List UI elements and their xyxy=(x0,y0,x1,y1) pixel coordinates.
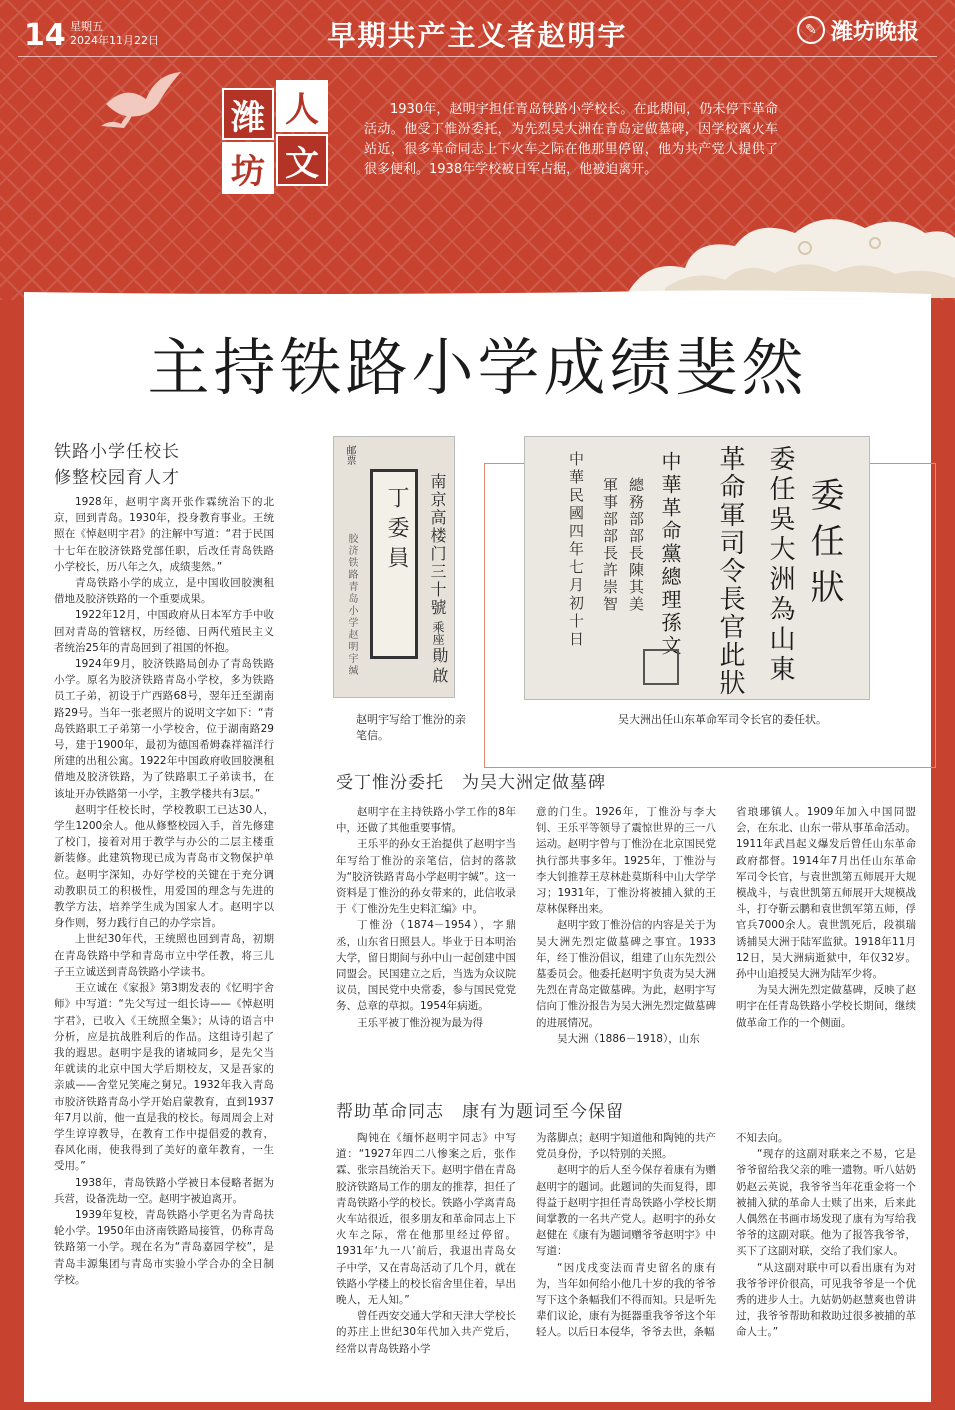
certificate-line: 委任吳大洲為山東 xyxy=(765,445,795,685)
envelope-label xyxy=(370,469,418,659)
column-title: 早期共产主义者赵明宇 xyxy=(327,19,628,52)
section3-column-2 xyxy=(536,1130,716,1341)
frame-left xyxy=(0,300,24,1410)
section3-title: 帮助革命同志 康有为题词至今保留 xyxy=(336,1102,624,1122)
section3-column-3 xyxy=(736,1130,916,1341)
page-number: 14 xyxy=(24,18,66,53)
paragraph: 赵明宇致丁惟汾信的内容是关于为吴大洲先烈定做墓碑之事宜。1933年，经丁惟汾倡议，组建了山东先烈公墓委员会。他委托赵明宇负责为吴大洲先烈在青岛定做墓碑。为此，赵明宇写信向丁惟汾报告为吴大洲先烈定做墓碑的进展情况。 xyxy=(536,919,716,1029)
paragraph: 为落脚点；赵明宇知道他和陶钝的共产党员身份，予以特别的关照。 xyxy=(536,1132,716,1161)
paragraph: 1938年，青岛铁路小学被日本侵略者据为兵营，设备洗劫一空。赵明宇被迫离开。 xyxy=(54,1176,274,1205)
paragraph: 为吴大洲先烈定做墓碑，反映了赵明宇在任青岛铁路小学校长期间，继续做革命工作的一个侧面。 xyxy=(736,984,916,1029)
section1-title-line2: 修整校园育人才 xyxy=(54,468,180,488)
paragraph: 1939年复校，青岛铁路小学更名为青岛扶轮小学。1950年由济南铁路局接管，仍称青岛铁路第一小学。现在名为“青岛嘉园学校”，是青岛丰源集团与青岛市实验小学合办的全日制学校。 xyxy=(54,1208,274,1286)
envelope-sender: 胶济铁路青岛小学赵明宇缄 xyxy=(346,533,357,677)
paragraph: “因戊戌变法而青史留名的康有为，当年如何给小他几十岁的我的爷爷写下这个条幅我们不得而知。只是听先辈们议论，康有为挺器重我爷爷这个年轻人。以后日本侵华，爷爷去世，条幅 xyxy=(536,1261,716,1339)
section-stamp xyxy=(222,80,332,190)
paragraph: 王立诚在《家报》第3期发表的《忆明宇舍师》中写道：“先父写过一组长诗——《悼赵明宇君》，已收入《王统照全集》；从诗的语言中分析，应是抗战胜利后的作品。这组诗引起了我的遐思。赵明宇是我的诸城同乡，是先父当年就读的北京中国大学后期校友，又是吾家的亲戚——舍堂兄笑庵之舅兄。1932年我入青岛市胶济铁路青岛小学开始启蒙教育，直到1937年7月以前，他一直是我的校长。每周周会上对学生谆谆教导，在教育工作中提倡爱的教育，春风化雨，使我得到了美好的童年教育，一生受用。” xyxy=(54,982,274,1173)
paragraph: 青岛铁路小学的成立，是中国收回胶澳租借地及胶济铁路的一个重要成果。 xyxy=(54,577,274,606)
paragraph: 曾任西安交通大学和天津大学校长的苏庄上世纪30年代加入共产党后，经常以青岛铁路小学 xyxy=(336,1310,516,1355)
logo-icon: ✎ xyxy=(797,16,825,44)
section1-body xyxy=(54,494,274,1288)
certificate-heading: 委任狀 xyxy=(804,477,844,615)
paragraph: “现存的这副对联来之不易，它是爷爷留给我父亲的唯一遗物。听八姑奶奶赵云英说，我爷爷当年花重金将一个被捕入狱的革命人士赎了出来，后来此人偶然在书画市场发现了康有为写给我爷爷的这副对联。他为了报答我爷爷，买下了这副对联，交给了我们家人。 xyxy=(736,1148,916,1258)
paragraph: 吴大洲（1886－1918），山东 xyxy=(557,1032,700,1045)
paragraph: “从这副对联中可以看出康有为对我爷爷评价很高，可见我爷爷是一个优秀的进步人士。九姑奶奶赵慧爽也曾讲过，我爷爷帮助和救助过很多被捕的革命人士。” xyxy=(736,1261,916,1339)
section2-title: 受丁惟汾委托 为吴大洲定做墓碑 xyxy=(336,773,606,793)
section3-column-1 xyxy=(336,1130,516,1357)
paragraph: 丁惟汾（1874－1954），字鼎丞，山东省日照县人。毕业于日本明治大学，留日期间与孙中山一起创建中国同盟会。民国建立之后，当选为众议院议员，国民党中央常委，参与国民党党务、总章的草拟。1954年病逝。 xyxy=(336,919,516,1013)
paragraph: 陶钝在《缅怀赵明宇同志》中写道：“1927年四二八惨案之后，张作霖、张宗昌统治天下。赵明宇借在青岛胶济铁路局工作的朋友的推荐，担任了青岛铁路小学的校长。铁路小学离青岛火车站很近，很多朋友和革命同志上下火车之际，常在他那里经过停留。1931年‘九一八’前后，我退出青岛女子中学，又在青岛活动了几个月，就在铁路小学楼上的校长宿舍里住着，早出晚人，无人知。” xyxy=(336,1132,516,1307)
paper-logo xyxy=(797,14,937,46)
paragraph: 省琅琊镇人。1909年加入中国同盟会，在东北、山东一带从事革命活动。1911年武昌起义爆发后曾任山东革命政府都督。1914年7月出任山东革命军司令长官，与袁世凯第五师展开大规模战斗，与袁世凯第五师展开大规模战斗，打夺靳云鹏和袁世凯军第五师，俘官兵7000余人。袁世凯死后，段祺瑞诱捕吴大洲于陆军监狱。1918年11月12日，吴大洲病逝狱中，年仅32岁。孙中山追授吴大洲为陆军少将。 xyxy=(736,806,916,981)
section2-column-3 xyxy=(736,804,916,1031)
weekday: 星期五 xyxy=(70,20,103,33)
paragraph: 1924年9月，胶济铁路局创办了青岛铁路小学。原名为胶济铁路青岛小学校，多为铁路员工子弟，初设于广西路68号，翌年迁至湖南路29号。当年一张老照片的说明文字如下：“青岛铁路职工子弟第一小学校舍，位于湖南路29号，建于1900年，最初为德国希姆森祥福洋行所建的出租公寓。1922年中国政府收回胶澳租借地及胶济铁路，为了铁路职工子弟读书，在该址开办铁路第一小学，主教学楼共有3层。” xyxy=(54,658,274,800)
paragraph: 1922年12月，中国政府从日本军方手中收回对青岛的管辖权，历经德、日两代殖民主义者统治25年的青岛回到了祖国的怀抱。 xyxy=(54,609,274,654)
stamp-char-fang: 坊 xyxy=(222,142,274,194)
paper-name: 潍坊晚报 xyxy=(831,19,920,45)
stamp-char-wei: 潍 xyxy=(222,88,274,140)
certificate-date: 中華民國四年七月初十日 xyxy=(567,451,585,649)
issue-date: 2024年11月22日 xyxy=(70,34,159,47)
intro-text: 1930年，赵明宇担任青岛铁路小学校长。在此期间，仍未停下革命活动。他受丁惟汾委托，为先烈吴大洲在青岛定做墓碑，因学校离火车站近，很多革命同志上下火车之际在他那里停留，他为共产党人提供了很多便利。1938年学校被日军占据，他被迫离开。 xyxy=(364,102,778,177)
paragraph: 赵明宇的后人至今保存着康有为赠赵明宇的题词。此题词的失而复得，即得益于赵明宇担任青岛铁路小学校长期间掌教的一名共产党人。赵明宇的孙女赵健在《康有为题词赠爷爷赵明宇》中写道： xyxy=(536,1164,716,1258)
certificate-caption: 吴大洲出任山东革命军司令长官的委任状。 xyxy=(618,713,827,726)
paragraph: 王乐平的孙女王治提供了赵明宇当年写给丁惟汾的亲笔信，信封的落款为“胶济铁路青岛小学赵明宇缄”。这一资料是丁惟汾的孙女带来的，此信收录于《丁惟汾先生史料汇编》中。 xyxy=(336,838,516,916)
paragraph: 不知去向。 xyxy=(736,1132,789,1144)
seal-mark xyxy=(643,649,679,685)
header-wave xyxy=(0,262,955,300)
certificate-line: 軍事部部長許崇智 xyxy=(601,477,619,613)
certificate-line: 總務部部長陳其美 xyxy=(627,477,645,613)
dove-icon xyxy=(96,64,186,134)
envelope-photo xyxy=(333,436,455,698)
stamp-char-wen: 文 xyxy=(276,134,328,186)
paragraph: 上世纪30年代，王统照也回到青岛，初期在青岛铁路中学和青岛市立中学任教，将三儿子王立诚送到青岛铁路小学读书。 xyxy=(54,933,274,978)
envelope-address: 南京高楼门三十號 xyxy=(428,473,447,617)
envelope-recipient: 丁委員 xyxy=(384,486,409,576)
envelope-caption: 赵明宇写给丁惟汾的亲笔信。 xyxy=(356,713,466,742)
paragraph: 赵明宇任校长时，学校教职工已达30人，学生1200余人。他从修整校园入手，首先修建了校门，接着对用于教学与办公的二层主楼重新装修。此建筑物现已成为青岛市文物保护单位。赵明宇深知，办好学校的关键在于充分调动教职员工的积极性，用爱国的理念与先进的教学方法，培养学生成为国家人才。赵明宇以身作则，努力践行自己的办学宗旨。 xyxy=(54,803,274,930)
paragraph: 意的门生。1926年，丁惟汾与李大钊、王乐平等领导了震惊世界的三一八运动。赵明宇曾与丁惟汾在北京国民党执行部共事多年。1925年，丁惟汾与李大钊推荐王荩林赴莫斯科中山大学学习；1931年，丁惟汾将被捕入狱的王荩林保释出来。 xyxy=(536,806,716,916)
header-rule xyxy=(18,56,937,57)
header-banner xyxy=(0,0,955,300)
envelope-honorific: 乘座 xyxy=(431,621,445,645)
certificate-photo xyxy=(524,436,870,700)
frame-bottom xyxy=(0,1402,955,1410)
section1-title-line1: 铁路小学任校长 xyxy=(54,442,180,462)
paragraph: 1928年，赵明宇离开张作霖统治下的北京，回到青岛。1930年，投身教育事业。王统照在《悼赵明宇君》的注解中写道：“君于民国十七年在胶济铁路党部任职，后改任青岛铁路小学校长，历八年之久，成绩斐然。” xyxy=(54,496,274,573)
paragraph: 王乐平被丁惟汾视为最为得 xyxy=(357,1016,483,1029)
section2-column-2 xyxy=(536,804,716,1047)
stamp-char-ren: 人 xyxy=(276,80,328,132)
certificate-line: 中華革命黨總理孫文 xyxy=(658,451,682,658)
envelope-stamp: 邮票 xyxy=(344,445,355,465)
section2-column-1 xyxy=(336,804,516,1031)
paragraph: 赵明宇在主持铁路小学工作的8年中，还做了其他重要事情。 xyxy=(336,806,516,835)
certificate-line: 革命軍司令長官此狀 xyxy=(715,445,745,697)
headline: 主持铁路小学成绩斐然 xyxy=(147,331,808,404)
envelope-closing: 勛啟 xyxy=(430,647,449,687)
